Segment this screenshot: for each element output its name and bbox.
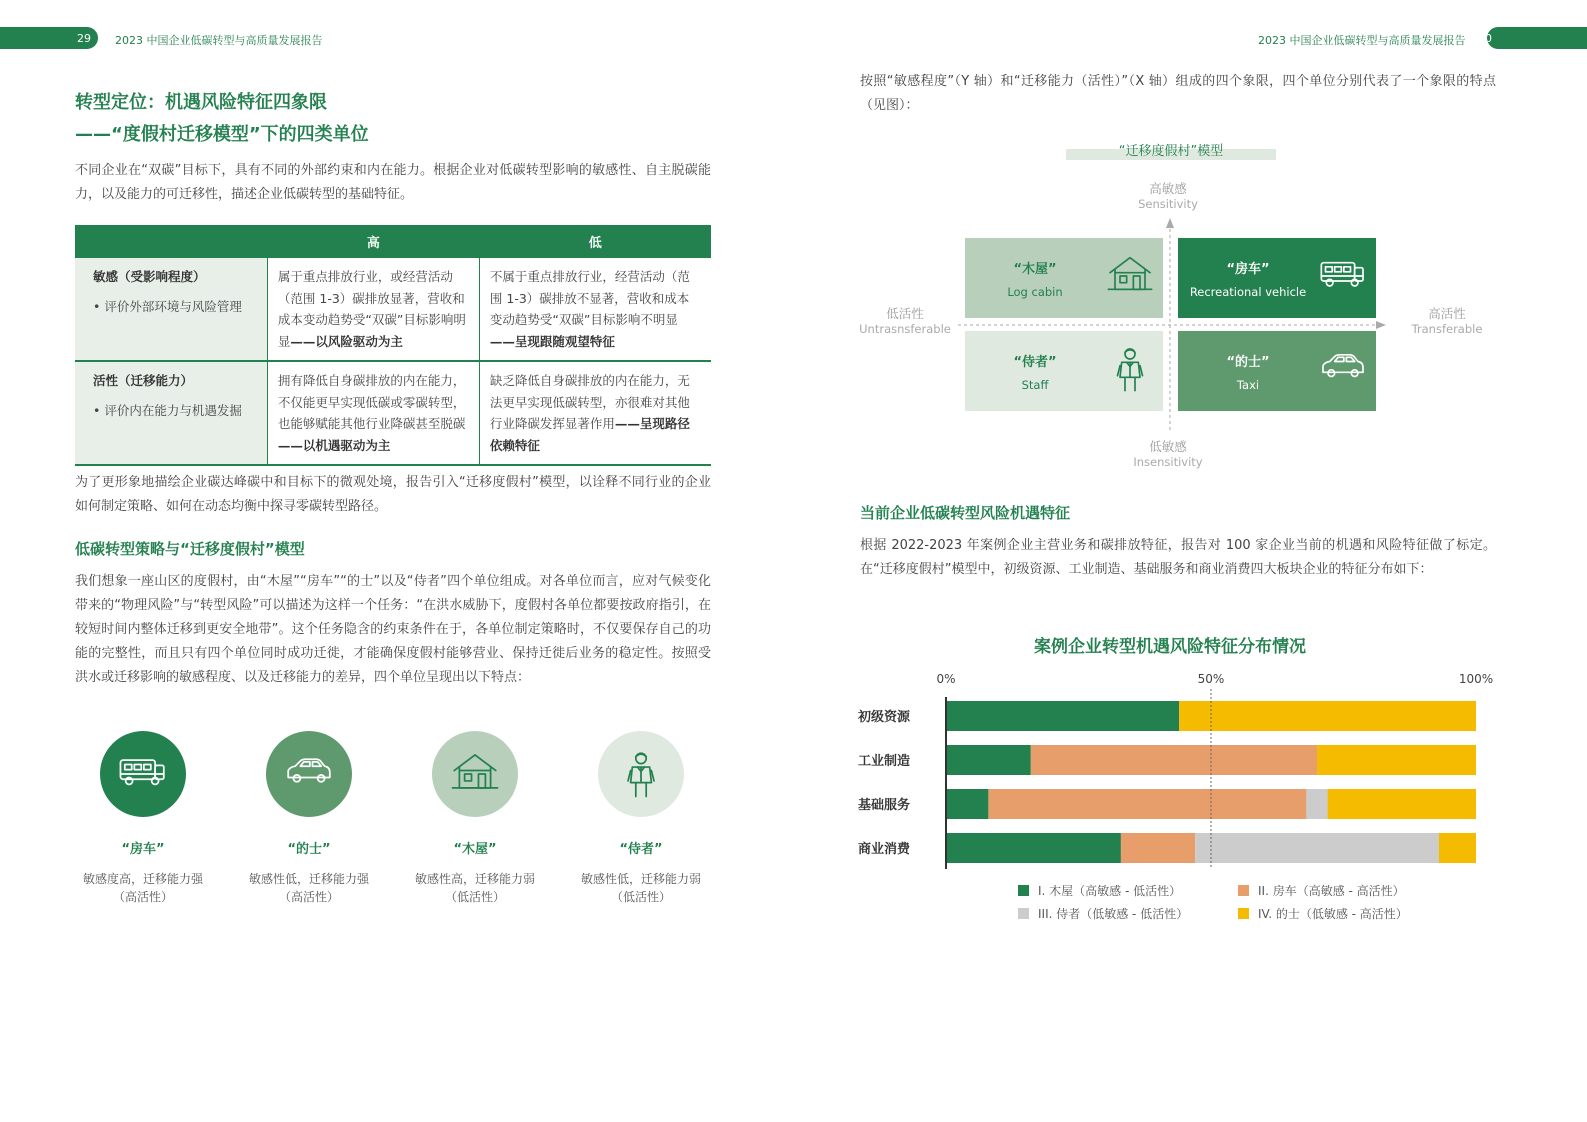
unit-desc: 敏感性低，迁移能力强 [248,872,369,886]
axis-right-en: Transferable [1411,322,1483,336]
quadrant-icon [1105,251,1155,305]
bar-segment [946,745,1031,775]
unit-desc-activity: （低活性） [610,890,671,904]
left-title-2: ——“度假村迁移模型”下的四类单位 [75,124,369,145]
car-icon [1318,344,1368,394]
legend-label: II. 房车（高敏感 - 高活性） [1258,884,1405,898]
rv-icon [1318,251,1368,301]
right-section-title: 当前企业低碳转型风险机遇特征 [860,504,1071,522]
quadrant-name-en: Log cabin [1007,284,1063,299]
category-label: 基础服务 [858,798,911,813]
bar-segment [946,789,988,819]
unit-circle [266,731,352,817]
row-sub: • 评价外部环境与风险管理 [93,298,242,314]
legend-label: III. 侍者（低敏感 - 低活性） [1038,907,1189,921]
cabin-icon [449,748,501,800]
quadrant-name-en: Recreational vehicle [1189,284,1307,299]
table-col-high: 高 [267,225,479,258]
cell-high-text: 属于重点排放行业，或经营活动（范围 1-3）碳排放显著，营收和成本变动趋势受“双碳”目标影响明显 [277,269,466,349]
bar-segment [988,789,1306,819]
category-label: 初级资源 [858,710,911,725]
x-tick-label: 0% [936,672,956,686]
legend-swatch [1238,908,1249,919]
unit-desc-activity: （高活性） [278,890,339,904]
quadrant-name: “的士” [1226,354,1270,370]
x-axis-arrow-icon [1376,321,1386,329]
row-head: 敏感（受影响程度） [93,269,206,284]
model-title: “迁移度假村”模型 [1118,144,1224,159]
axis-right-cn: 高活性 [1428,306,1466,321]
quadrant-box [1178,331,1376,411]
unit-name: “侍者” [619,842,663,857]
staff-icon [1105,344,1155,394]
table-corner [75,225,267,258]
bar-segment [1439,833,1476,863]
cell-low-text: 缺乏降低自身碳排放的内在能力，无法更早实现低碳转型，亦很难对其他行业降碳发挥显著作用 [489,373,690,431]
cabin-icon [1105,251,1155,301]
legend-label: I. 木屋（高敏感 - 低活性） [1038,884,1182,898]
table-row [75,361,711,465]
header-title-right: 2023 中国企业低碳转型与高质量发展报告 [1258,34,1466,47]
table-col-low: 低 [479,225,711,258]
bar-segment [1179,701,1476,731]
stacked-bar-chart [850,665,1510,945]
staff-icon [615,748,667,800]
bar-segment [1195,833,1439,863]
left-section-title: 低碳转型策略与“迁移度假村”模型 [75,540,305,558]
quadrant-icon [1105,344,1155,398]
left-para-2: 为了更形象地描绘企业碳达峰碳中和目标下的微观处境，报告引入“迁移度假村”模型，以诠释不同行业的企业如何制定策略、如何在动态均衡中探寻零碳转型路径。 [75,475,711,514]
page-number-right: 30 [1478,32,1492,45]
bar-segment [1121,833,1195,863]
axis-bottom-en: Insensitivity [1133,455,1203,469]
legend-swatch [1238,885,1249,896]
axis-bottom-cn: 低敏感 [1149,439,1187,454]
rv-icon [117,748,169,800]
unit-circle [100,731,186,817]
chart-title: 案例企业转型机遇风险特征分布情况 [1034,637,1306,657]
page-number-left: 29 [77,32,91,45]
category-label: 商业消费 [858,842,911,857]
left-para-3: 我们想象一座山区的度假村，由“木屋”“房车”“的士”以及“侍者”四个单位组成。对各单位而言，应对气候变化带来的“物理风险”与“转型风险”可以描述为这样一个任务：“在洪水威胁下，度假村各单位都要按政府指引，在较短时间内整体迁移到更安全地带”。这个任务隐含的约束条件在于，各单位制定策略时，不仅要保存自己的功能的完整性，而且只有四个单位同时成功迁徙，才能确保度假村能够营业、保持迁徙后业务的稳定性。按照受洪水或迁移影响的敏感程度、以及迁移能力的差异，四个单位呈现出以下特点： [75,574,711,685]
axis-top-en: Sensitivity [1138,197,1198,211]
axis-left-cn: 低活性 [886,306,924,321]
quadrant-icon [1318,251,1368,305]
left-intro: 不同企业在“双碳”目标下，具有不同的外部约束和内在能力。根据企业对低碳转型影响的敏感性、自主脱碳能力，以及能力的可迁移性，描述企业低碳转型的基础特征。 [75,163,711,202]
unit-desc: 敏感度高，迁移能力强 [82,872,203,886]
cell-low-bold: ——呈现路径依赖特征 [489,416,690,453]
unit-desc-activity: （低活性） [444,890,505,904]
legend-swatch [1018,908,1029,919]
cell-low-text: 不属于重点排放行业，经营活动（范围 1-3）碳排放不显著，营收和成本变动趋势受“双碳”目标影响不明显 [489,269,690,327]
quadrant-name-en: Staff [1021,377,1049,392]
bar-segment [1317,745,1476,775]
header-bar-right [1487,27,1587,49]
quadrant-name-en: Taxi [1236,377,1260,392]
unit-desc: 敏感性高，迁移能力弱 [414,872,535,886]
quadrant-icon [1318,344,1368,398]
quadrant-box [1178,238,1376,318]
left-title-1: 转型定位：机遇风险特征四象限 [75,92,327,113]
row-head: 活性（迁移能力） [93,373,194,388]
legend-swatch [1018,885,1029,896]
sensitivity-activity-table [75,225,711,466]
legend-label: IV. 的士（低敏感 - 高活性） [1258,907,1408,921]
header-title-left: 2023 中国企业低碳转型与高质量发展报告 [115,34,323,47]
unit-name: “的士” [287,842,331,857]
unit-desc: 敏感性低，迁移能力弱 [580,872,701,886]
cell-low-bold: ——呈现跟随观望特征 [489,333,615,349]
y-axis-arrow-icon [1166,218,1174,228]
cell-high-bold: ——以风险驱动为主 [290,333,403,349]
quadrant-name: “木屋” [1013,261,1057,277]
unit-circle [598,731,684,817]
x-tick-label: 100% [1458,672,1494,686]
quadrant-box [965,238,1163,318]
unit-name: “木屋” [453,842,497,857]
row-sub: • 评价内在能力与机遇发掘 [93,402,242,418]
bar-segment [1328,789,1476,819]
quadrant-name: “侍者” [1013,354,1057,370]
bar-segment [1031,745,1317,775]
unit-circle [432,731,518,817]
table-row [75,258,711,361]
quadrant-name: “房车” [1226,261,1270,277]
axis-left-en: Untrasnsferable [859,322,951,336]
bar-segment [1306,789,1327,819]
cell-high-text: 拥有降低自身碳排放的内在能力，不仅能更早实现低碳或零碳转型，也能够赋能其他行业降碳甚至脱碳 [277,373,466,431]
unit-desc-activity: （高活性） [112,890,173,904]
cell-high-bold: ——以机遇驱动为主 [277,437,391,453]
car-icon [283,748,335,800]
axis-top-cn: 高敏感 [1149,181,1187,196]
bar-segment [946,701,1179,731]
right-para: 根据 2022-2023 年案例企业主营业务和碳排放特征，报告对 100 家企业当前的机遇和风险特征做了标定。在“迁移度假村”模型中，初级资源、工业制造、基础服务和商业消费四大板块企业的特征分布如下： [860,538,1496,577]
bar-segment [946,833,1121,863]
right-intro: 按照“敏感程度”（Y 轴）和“迁移能力（活性）”（X 轴）组成的四个象限，四个单位分别代表了一个象限的特点（见图）： [860,74,1496,113]
x-tick-label: 50% [1197,672,1225,686]
category-label: 工业制造 [858,754,911,769]
unit-name: “房车” [121,842,165,857]
quadrant-box [965,331,1163,411]
